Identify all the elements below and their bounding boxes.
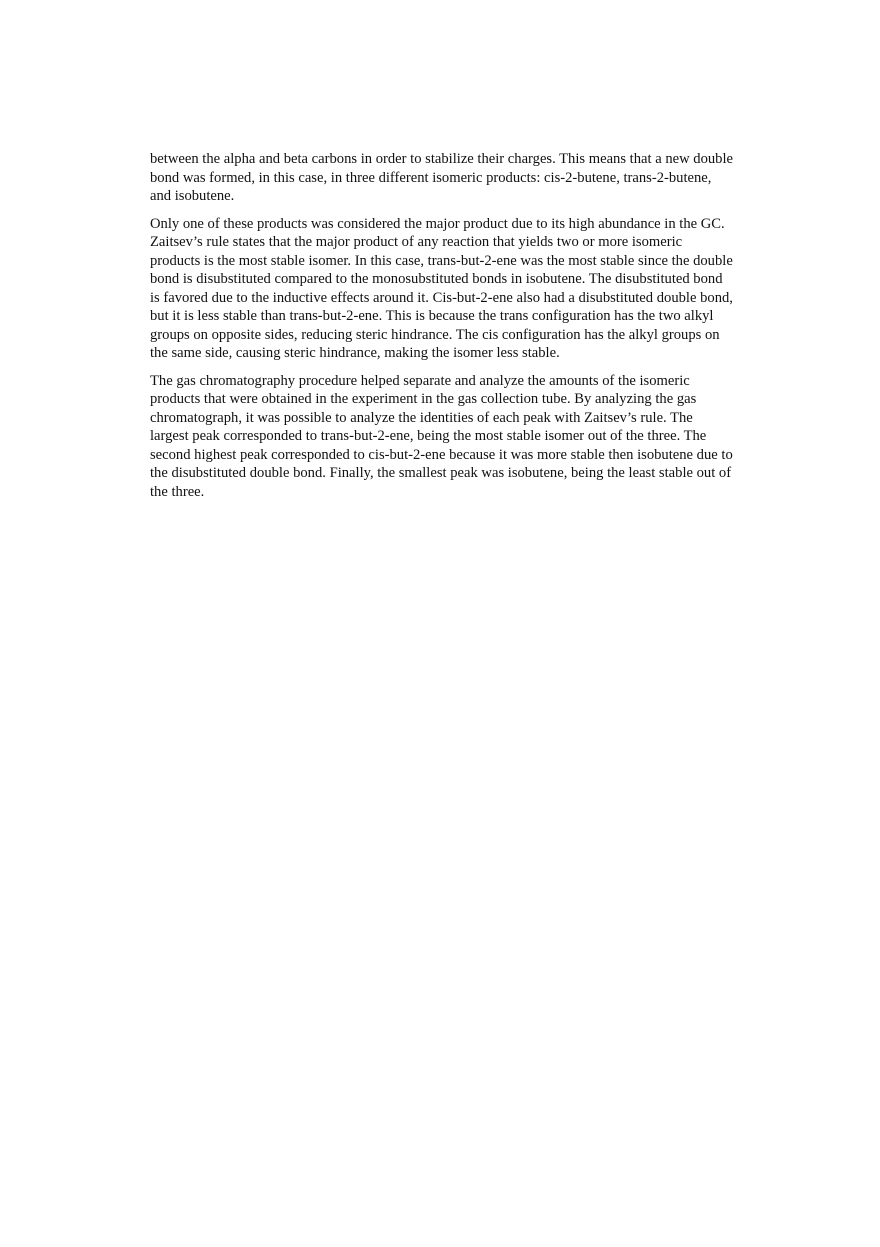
paragraph-gas-chromatography: The gas chromatography procedure helped separate and analyze the amounts of the isomeric products that were obtained in the experiment in the gas collection tube. By analyzing the gas chromatograph, it was possible to analyze the identities of each peak with Zaitsev’s rule. The largest peak corresponded to trans-but-2-ene, being the most stable isomer out of the three. The second highest peak corresponded to cis-but-2-ene because it was more stable then isobutene due to the disubstituted double bond. Finally, the smallest peak was isobutene, being the least stable out of the three.	[150, 372, 733, 500]
document-body	[150, 150, 735, 510]
paragraph-zaitsev-rule: Only one of these products was considered the major product due to its high abundance in the GC. Zaitsev’s rule states that the major product of any reaction that yields two or more isomeric products is the most stable isomer. In this case, trans-but-2-ene was the most stable since the double bond is disubstituted compared to the monosubstituted bonds in isobutene. The disubstituted bond is favored due to the inductive effects around it. Cis-but-2-ene also had a disubstituted double bond, but it is less stable than trans-but-2-ene. This is because the trans configuration has the two alkyl groups on opposite sides, reducing steric hindrance. The cis configuration has the alkyl groups on the same side, causing steric hindrance, making the isomer less stable.	[150, 215, 733, 361]
paragraph-continuation: between the alpha and beta carbons in order to stabilize their charges. This means that a new double bond was formed, in this case, in three different isomeric products: cis-2-butene, trans-2-butene, and isobutene.	[150, 151, 734, 204]
